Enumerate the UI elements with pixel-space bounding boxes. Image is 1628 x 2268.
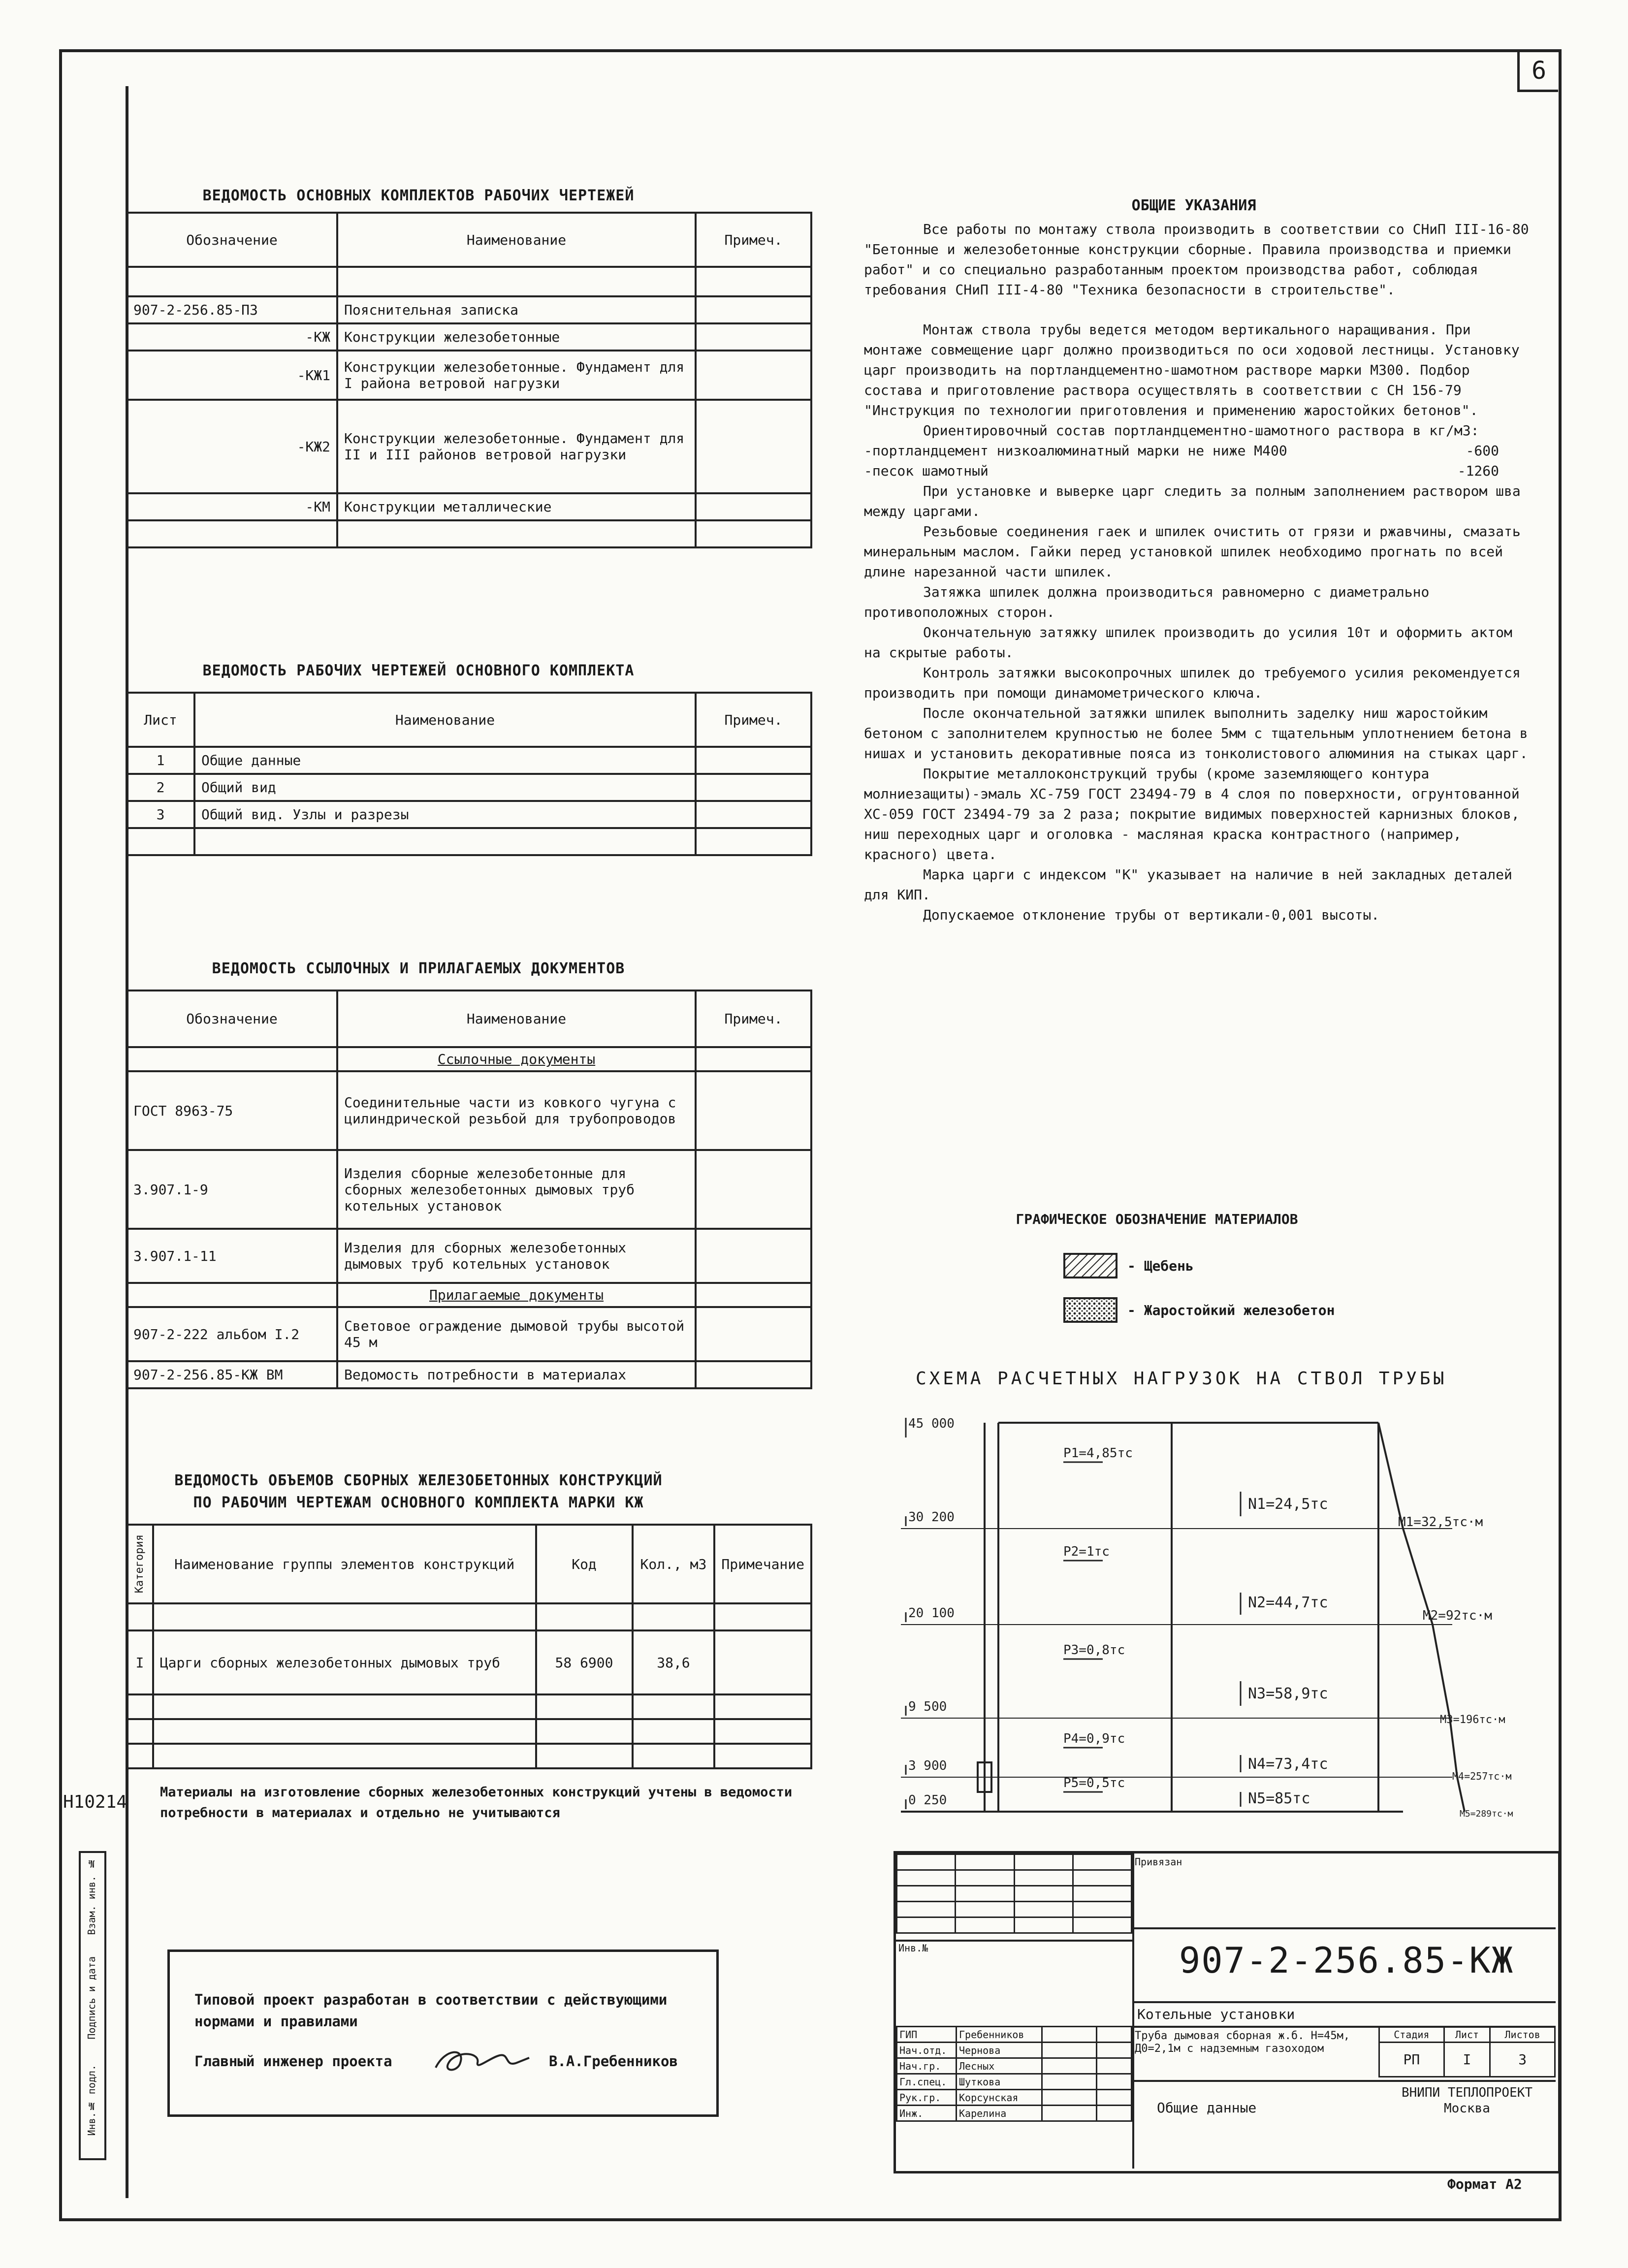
side-label: Подпись и дата	[86, 1956, 97, 2040]
tb-signer: Чернова	[957, 2043, 1042, 2058]
t3-header-code: Обозначение	[127, 990, 337, 1047]
t3-code: 907-2-256.85-КЖ ВМ	[127, 1361, 337, 1388]
gravel-hatch-icon	[1063, 1253, 1117, 1278]
level-label: 45 000	[908, 1416, 955, 1431]
level-label: 9 500	[908, 1699, 947, 1714]
t3-name: Соединительные части из ковкого чугуна с цилиндрической резьбой для трубопроводов	[337, 1071, 696, 1150]
level-label: 20 100	[908, 1606, 955, 1621]
t4-qty: 38,6	[633, 1630, 715, 1694]
t1-name: Конструкции металлические	[337, 493, 696, 520]
legend-title: ГРАФИЧЕСКОЕ ОБОЗНАЧЕНИЕ МАТЕРИАЛОВ	[1016, 1211, 1298, 1227]
side-strip	[79, 1851, 106, 2160]
note-p5: Резьбовые соединения гаек и шпилек очистить от грязи и ржавчины, смазать минеральным маслом. Гайки перед установкой шпилек необходимо прогнать по всей длине нарезанной части шпилек.	[864, 523, 1521, 580]
level-label: 0 250	[908, 1793, 947, 1808]
notes-title: ОБЩИЕ УКАЗАНИЯ	[1131, 197, 1256, 214]
t1-name: Конструкции железобетонные. Фундамент для I района ветровой нагрузки	[337, 351, 696, 400]
table4-title-2: ПО РАБОЧИМ ЧЕРТЕЖАМ ОСНОВНОГО КОМПЛЕКТА МАРКИ КЖ	[193, 1494, 644, 1511]
mix-value-1: -600	[1466, 443, 1499, 459]
t1-name: Конструкции железобетонные	[337, 323, 696, 351]
p-load-label: P2=1тс	[1063, 1544, 1110, 1559]
n-load-label: N4=73,4тс	[1248, 1756, 1328, 1773]
t3-header-name: Наименование	[337, 990, 696, 1047]
table1	[126, 212, 812, 548]
t4-code: 58 6900	[536, 1630, 633, 1694]
p-load-label: P4=0,9тс	[1063, 1731, 1125, 1746]
tb-stage-h: Стадия	[1379, 2027, 1444, 2043]
tb-sheet-h: Лист	[1444, 2027, 1490, 2043]
t1-header-name: Наименование	[337, 213, 696, 267]
moment-label: M4=257тс·м	[1452, 1770, 1512, 1782]
t3-section-ref: Ссылочные документы	[337, 1047, 696, 1071]
mix-item-1: -портландцемент низкоалюминатный марки не ниже М400	[864, 443, 1287, 459]
tb-stage: РП	[1379, 2043, 1444, 2077]
tb-org: ВНИПИ ТЕПЛОПРОЕКТ Москва	[1401, 2085, 1533, 2116]
legend-gravel-label: - Щебень	[1127, 1257, 1194, 1274]
legend-item-concrete	[1063, 1297, 1335, 1323]
moment-label: M1=32,5тс·м	[1398, 1515, 1483, 1530]
approval-stamp	[167, 1949, 719, 2117]
moment-label: M3=196тс·м	[1440, 1714, 1505, 1726]
mix-item-2: -песок шамотный	[864, 463, 989, 479]
moment-label: M2=92тс·м	[1423, 1608, 1492, 1623]
general-notes	[864, 219, 1533, 925]
t2-sheet: 1	[127, 747, 194, 774]
t3-name: Световое ограждение дымовой трубы высотой 45 м	[337, 1307, 696, 1361]
note-p4: При установке и выверке царг следить за полным заполнением раствором шва между царгами.	[864, 483, 1521, 519]
t4-header-name: Наименование группы элементов конструкций	[153, 1525, 536, 1603]
tb-signer: Шуткова	[957, 2074, 1042, 2090]
p-load-label: P1=4,85тс	[1063, 1446, 1133, 1461]
title-block	[894, 1851, 1561, 2173]
stamp-engineer-role: Главный инженер проекта	[194, 2053, 392, 2070]
tb-role: Нач.гр.	[897, 2058, 957, 2074]
inventory-number: Н10214	[63, 1792, 128, 1812]
t3-code: 3.907.1-9	[127, 1150, 337, 1229]
note-p8: Контроль затяжки высокопрочных шпилек до требуемого усилия рекомендуется производить при помощи динамометрического ключа.	[864, 665, 1521, 701]
p-load-label: P5=0,5тс	[1063, 1776, 1125, 1790]
t4-header-qty: Кол., м3	[633, 1525, 715, 1603]
t2-name: Общий вид. Узлы и разрезы	[194, 801, 696, 828]
t1-code: -КЖ1	[127, 351, 337, 400]
paper-format: Формат А2	[1447, 2176, 1522, 2192]
scheme-title: СХЕМА РАСЧЕТНЫХ НАГРУЗОК НА СТВОЛ ТРУБЫ	[916, 1369, 1447, 1389]
tb-role: Рук.гр.	[897, 2090, 957, 2106]
t4-name: Царги сборных железобетонных дымовых труб	[153, 1630, 536, 1694]
tb-role: Инж.	[897, 2106, 957, 2121]
concrete-pattern-icon	[1063, 1297, 1117, 1323]
t1-code: 907-2-256.85-ПЗ	[127, 296, 337, 323]
t1-code: -КЖ	[127, 323, 337, 351]
tb-sheet-name: Общие данные	[1157, 2100, 1257, 2116]
table3	[126, 990, 812, 1389]
note-p2: Монтаж ствола трубы ведется методом вертикального наращивания. При монтаже совмещение царг должно производиться по оси ходовой лестницы. Установку царг производить на портландцементно-шамотном растворе марки М300. Подбор состава и приготовление раствора осуществлять в соответствии с СН 156-79 "Инструкция по технологии приготовления и применению жаростойких бетонов".	[864, 321, 1520, 418]
t2-header-sheet: Лист	[127, 693, 194, 747]
table2	[126, 692, 812, 856]
side-label: Взам. инв. №	[86, 1858, 97, 1935]
tb-signer: Гребенников	[957, 2027, 1042, 2043]
note-p1: Все работы по монтажу ствола производить в соответствии со СНиП III-16-80 "Бетонные и железобетонные конструкции сборные. Правила производства и приемки работ" и со специально разработанным проектом производства работ, соблюдая требования СНиП III-4-80 "Техника безопасности в строительстве".	[864, 221, 1529, 298]
t3-code: ГОСТ 8963-75	[127, 1071, 337, 1150]
tb-role: Гл.спец.	[897, 2074, 957, 2090]
t3-name: Изделия сборные железобетонные для сборных железобетонных дымовых труб котельных установок	[337, 1150, 696, 1229]
tb-sheet: I	[1444, 2043, 1490, 2077]
t3-header-note: Примеч.	[696, 990, 811, 1047]
level-label: 30 200	[908, 1510, 955, 1525]
tb-sheets: 3	[1490, 2043, 1555, 2077]
t2-sheet: 3	[127, 801, 194, 828]
n-load-label: N2=44,7тс	[1248, 1594, 1328, 1611]
t3-name: Изделия для сборных железобетонных дымовых труб котельных установок	[337, 1229, 696, 1283]
tb-title: Труба дымовая сборная ж.б. Н=45м, Д0=2,1м с надземным газоходом	[1135, 2030, 1350, 2055]
table4-footnote: Материалы на изготовление сборных железобетонных конструкций учтены в ведомости потребности в материалах и отдельно не учитываются	[160, 1785, 793, 1821]
note-p6: Затяжка шпилек должна производиться равномерно с диаметрально противоположных сторон.	[864, 584, 1430, 620]
moment-label: M5=289тс·м	[1460, 1809, 1513, 1819]
t3-code: 3.907.1-11	[127, 1229, 337, 1283]
t4-cat: I	[127, 1630, 153, 1694]
tb-signer: Лесных	[957, 2058, 1042, 2074]
note-p3: Ориентировочный состав портландцементно-шамотного раствора в кг/м3:	[923, 422, 1479, 439]
t4-header-cat: Категория	[133, 1534, 146, 1594]
tb-sheets-h: Листов	[1490, 2027, 1555, 2043]
t2-header-name: Наименование	[194, 693, 696, 747]
table4-title-1: ВЕДОМОСТЬ ОБЪЕМОВ СБОРНЫХ ЖЕЛЕЗОБЕТОННЫХ КОНСТРУКЦИЙ	[174, 1472, 663, 1489]
t2-sheet: 2	[127, 774, 194, 801]
t2-name: Общий вид	[194, 774, 696, 801]
table3-title: ВЕДОМОСТЬ ССЫЛОЧНЫХ И ПРИЛАГАЕМЫХ ДОКУМЕНТОВ	[212, 960, 625, 977]
legend-item-gravel	[1063, 1253, 1194, 1278]
page-number: 6	[1517, 51, 1558, 92]
stamp-engineer-name: В.А.Гребенников	[549, 2053, 678, 2070]
t4-header-code: Код	[536, 1525, 633, 1603]
t1-name: Конструкции железобетонные. Фундамент для II и III районов ветровой нагрузки	[337, 400, 696, 493]
stamp-text: Типовой проект разработан в соответствии с действующими нормами и правилами	[194, 1991, 668, 2030]
side-label: Инв.№ подл.	[86, 2065, 97, 2136]
table4	[126, 1524, 812, 1769]
signature-icon	[431, 2043, 534, 2077]
t3-section-att: Прилагаемые документы	[337, 1283, 696, 1307]
note-p12: Допускаемое отклонение трубы от вертикали-0,001 высоты.	[923, 907, 1380, 923]
tb-role: Нач.отд.	[897, 2043, 957, 2058]
t1-code: -КМ	[127, 493, 337, 520]
table1-title: ВЕДОМОСТЬ ОСНОВНЫХ КОМПЛЕКТОВ РАБОЧИХ ЧЕРТЕЖЕЙ	[202, 187, 635, 204]
legend-concrete-label: - Жаростойкий железобетон	[1127, 1302, 1335, 1318]
note-p9: После окончательной затяжки шпилек выполнить заделку ниш жаростойким бетоном с заполнителем крупностью не более 5мм с тщательным уплотнением бетона в нишах и установить декоративные пояса из тонколистового алюминия на стыках царг.	[864, 705, 1528, 762]
tb-inv-label: Инв.№	[898, 1942, 928, 1954]
tb-object: Котельные установки	[1137, 2006, 1295, 2022]
n-load-label: N1=24,5тс	[1248, 1496, 1328, 1513]
tb-code: 907-2-256.85-КЖ	[1179, 1940, 1514, 1981]
n-load-label: N5=85тс	[1248, 1790, 1310, 1807]
table2-title: ВЕДОМОСТЬ РАБОЧИХ ЧЕРТЕЖЕЙ ОСНОВНОГО КОМПЛЕКТА	[202, 662, 635, 679]
level-label: 3 900	[908, 1758, 947, 1773]
load-scheme-diagram	[886, 1408, 1561, 1821]
t1-code: -КЖ2	[127, 400, 337, 493]
n-load-label: N3=58,9тс	[1248, 1685, 1328, 1702]
note-p7: Окончательную затяжку шпилек производить до усилия 10т и оформить актом на скрытые работы.	[864, 624, 1512, 661]
t3-code: 907-2-222 альбом I.2	[127, 1307, 337, 1361]
t3-name: Ведомость потребности в материалах	[337, 1361, 696, 1388]
tb-signer: Карелина	[957, 2106, 1042, 2121]
p-load-label: P3=0,8тс	[1063, 1643, 1125, 1658]
t1-header-code: Обозначение	[127, 213, 337, 267]
tb-signer: Корсунская	[957, 2090, 1042, 2106]
t2-header-note: Примеч.	[696, 693, 811, 747]
tb-linked: Привязан	[1135, 1856, 1182, 1868]
t4-header-note: Примечание	[714, 1525, 811, 1603]
tb-role: ГИП	[897, 2027, 957, 2043]
t1-name: Пояснительная записка	[337, 296, 696, 323]
t2-name: Общие данные	[194, 747, 696, 774]
note-p10: Покрытие металлоконструкций трубы (кроме заземляющего контура молниезащиты)-эмаль ХС-759 ГОСТ 23494-79 в 4 слоя по поверхности, огрунтованной ХС-059 ГОСТ 23494-79 за 2 раза; покрытие видимых поверхностей карнизных блоков, ниш переходных царг и оголовка - масляная краска контрастного (например, красного) цвета.	[864, 766, 1520, 862]
t1-header-note: Примеч.	[696, 213, 811, 267]
mix-value-2: -1260	[1457, 463, 1499, 479]
note-p11: Марка царги с индексом "К" указывает на наличие в ней закладных деталей для КИП.	[864, 866, 1512, 903]
